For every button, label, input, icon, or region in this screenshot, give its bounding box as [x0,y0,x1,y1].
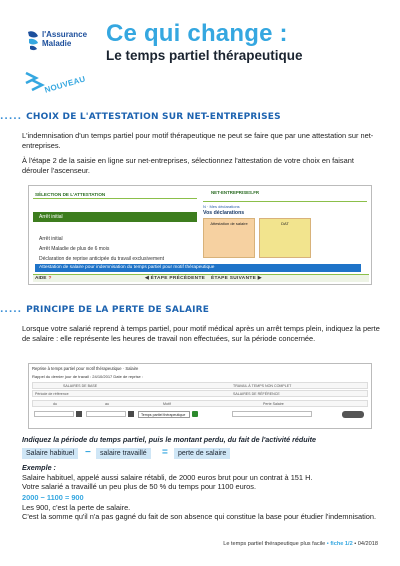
column-header-du: du [53,402,57,406]
date-du-input[interactable] [34,411,74,417]
example-line-2: Votre salarié a travaillé un peu plus de 50 % du temps pour 1100 euros. [22,482,257,491]
net-entreprises-header: NET-ENTREPRISES.FR [203,190,367,202]
aide-label: AIDE [35,276,47,281]
check-icon[interactable] [192,411,198,417]
perte-salaire-input[interactable] [232,411,312,417]
footer-date: • 04/2018 [354,541,378,547]
calendar-icon[interactable] [76,411,82,417]
assurance-maladie-logo [26,28,94,54]
section-dots: ..... [0,305,23,315]
form-row [32,390,368,397]
nouveau-badge: NOUVEAU [43,74,87,95]
previous-step-button[interactable]: ◀ ÉTAPE PRÉCÉDENTE [145,276,206,281]
dropdown-option[interactable]: Arrêt initial [39,236,63,242]
dropdown-option[interactable]: Arrêt Maladie de plus de 6 mois [39,246,110,252]
section1-paragraph-1: L'indemnisation d'un temps partiel pour motif thérapeutique ne peut se faire que par une attestation sur net-entreprises. [22,131,374,150]
selector-header: SÉLECTION DE L'ATTESTATION [33,190,197,199]
page-title: Ce qui change : [106,20,288,47]
breadcrumb[interactable]: N · Mes déclarations [203,204,240,209]
net-entreprises-screenshot [28,185,372,285]
validate-button[interactable] [342,411,364,418]
formula-term-perte-salaire: perte de salaire [174,448,230,459]
section2-paragraph: Lorsque votre salarié reprend à temps partiel, pour motif médical après un arrêt temps plein, indiquez la perte de salaire : elle représente les heures de travail non effectuées, sur la période concernée. [22,324,380,343]
footer-text: Le temps partiel thérapeutique plus facile [223,541,326,547]
example-title: Exemple : [22,463,56,472]
column-header-perte: Perte Salaire [263,402,284,406]
next-step-button[interactable]: ÉTAPE SUIVANTE ▶ [211,276,262,281]
form-cell: SALAIRES DE RÉFÉRENCE [233,392,280,396]
column-header-au: au [105,402,109,406]
form-header: Reprise à temps partiel pour motif thérapeutique · Salaire [32,366,139,371]
help-icon: ? [48,276,52,281]
logo-mark-icon [26,28,40,52]
formula-term-salaire-travaille: salaire travaillé [96,448,151,459]
date-au-input[interactable] [86,411,126,417]
dropdown-option[interactable]: Déclaration de reprise anticipée du travail exclusivement [39,256,165,262]
minus-icon: − [85,447,91,458]
section-title-attestation [0,112,281,122]
logo-line-1: l'Assurance [42,30,88,39]
form-column-headers [32,400,368,407]
example-result: Les 900, c'est la perte de salaire. [22,503,131,512]
section-title-text: PRINCIPE DE LA PERTE DE SALAIRE [26,305,210,315]
footer-separator: • [326,541,329,547]
section-dots: ..... [0,112,23,122]
step-navigation-bar [33,274,369,282]
footer-fiche: fiche 1/2 [330,541,353,547]
column-header-motif: Motif [163,402,171,406]
aide-link[interactable] [35,276,51,281]
page-footer [223,541,378,547]
form-cell: Période de référence [35,392,69,396]
formula-term-salaire-habituel: Salaire habituel [22,448,78,459]
attestation-dropdown[interactable]: Arrêt initial [33,212,197,222]
attestation-card[interactable]: Attestation de salaire [203,218,255,258]
form-cell: TRAVAIL À TEMPS NON COMPLET [233,384,292,388]
dat-card[interactable]: DAT [259,218,311,258]
motif-select[interactable]: Temps partiel thérapeutique [138,411,190,418]
example-line-1: Salaire habituel, appelé aussi salaire rétabli, de 2000 euros brut pour un contrat à 151 H. [22,473,313,482]
section-title-perte-salaire [0,305,209,315]
salary-form-screenshot [28,363,372,429]
equals-icon: = [162,447,168,458]
form-input-row [32,410,368,419]
form-row [32,382,368,389]
example-calculation: 2000 − 1100 = 900 [22,493,84,502]
calendar-icon[interactable] [128,411,134,417]
declarations-title: Vos déclarations [203,210,245,216]
highlighted-option[interactable]: Attestation de salaire pour indemnisation du temps partiel pour motif thérapeutique [35,264,361,272]
example-note: C'est la somme qu'il n'a pas gagné du fait de son absence qui constitue la base pour étudier l'indemnisation. [22,512,377,521]
section1-paragraph-2: À l'étape 2 de la saisie en ligne sur net-entreprises, sélectionnez l'attestation de votre choix en faisant dérouler l'ascenseur. [22,156,354,175]
form-subheader: Rappel du dernier jour de travail : 24/10/2017 Date de reprise : [32,374,143,379]
logo-text [42,30,87,48]
form-cell: SALAIRES DE BASE [63,384,98,388]
attestation-selector-panel [33,190,197,266]
section-title-text: CHOIX DE L'ATTESTATION SUR NET-ENTREPRISES [26,112,281,122]
declarations-panel [203,190,367,268]
logo-line-2: Maladie [42,39,72,48]
page-subtitle: Le temps partiel thérapeutique [106,48,303,63]
form-caption: Indiquez la période du temps partiel, puis le montant perdu, du fait de l'activité réduite [22,435,317,444]
